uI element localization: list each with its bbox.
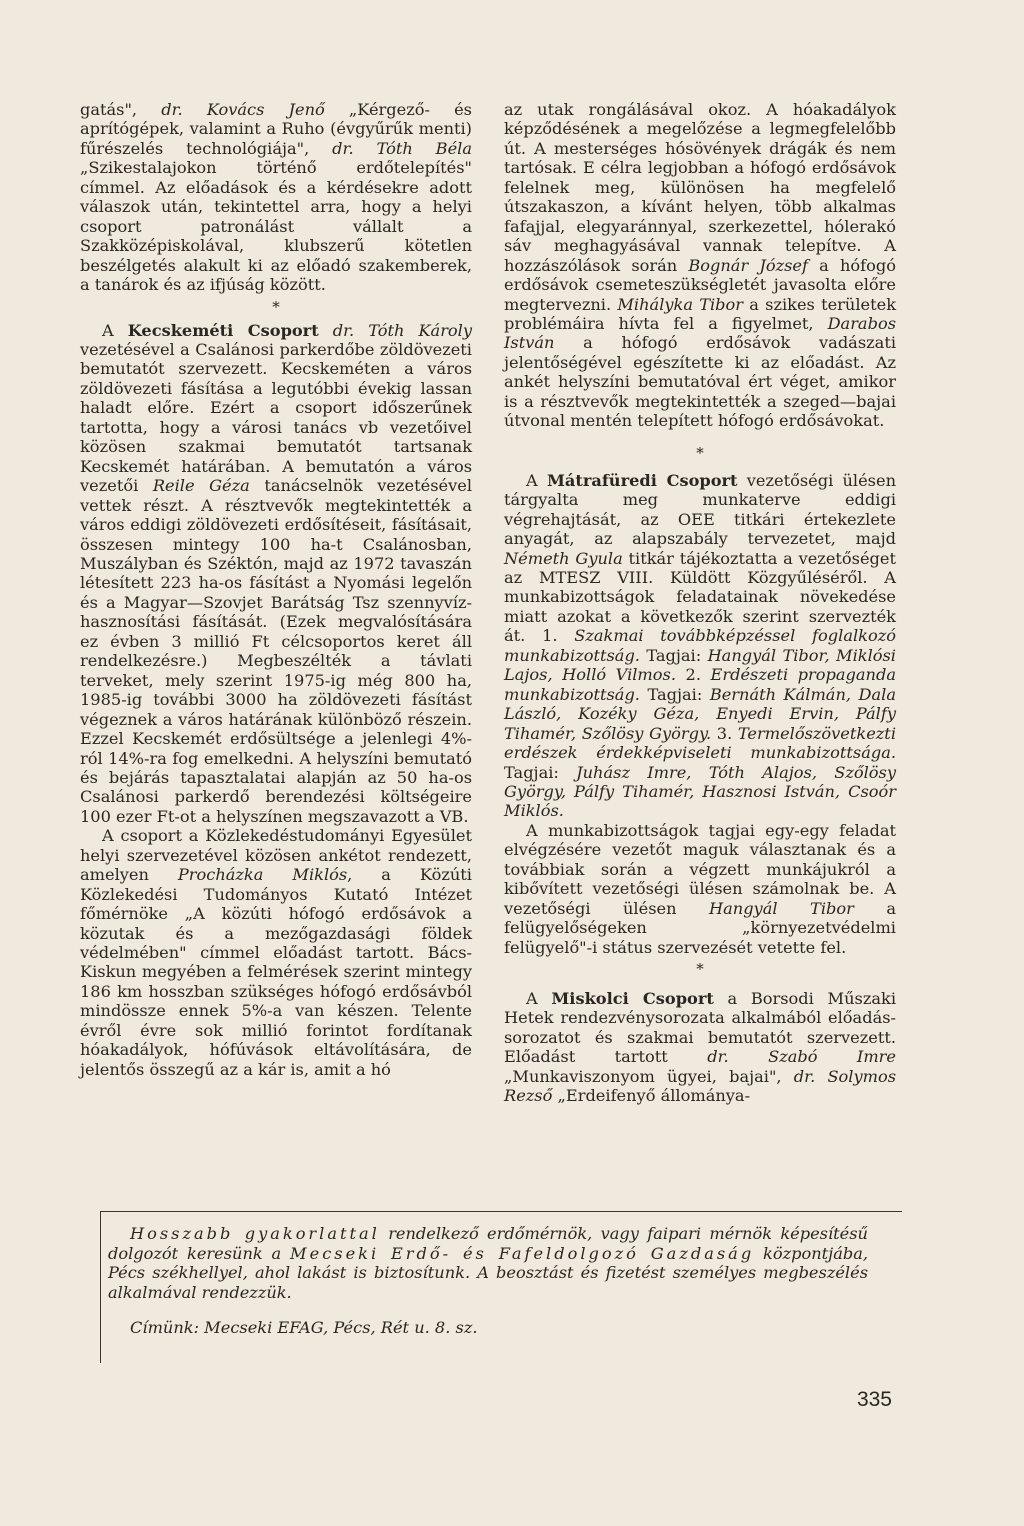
text-run: A csoport a Közlekedéstudományi Egyesület helyi szervezetével közösen ankétot rendezett, amelyen — [80, 826, 472, 885]
bold-run: Kecskeméti Csoport — [127, 320, 319, 340]
text-run: gatás", — [80, 100, 162, 119]
italic-run: központjába, Pécs székhellyel, ahol lakást is biztosítunk. A beosztást és fizetést személyes megbeszélés alkalmával rendezzük. — [108, 1243, 868, 1302]
text-run: Tagjai: — [639, 684, 710, 704]
text-run: vezetőségi ülésen tárgyalta meg munkaterve eddigi végrehajtását, az OEE titkári értekezlete anyagát, az alapszabály tervezetet, majd — [504, 470, 896, 549]
left-column — [80, 100, 472, 1079]
text-run: 3. — [711, 723, 738, 743]
italic-run: dr. Solymos Rezső — [504, 1066, 896, 1106]
text-run: „Erdeifenyő állománya- — [552, 1086, 751, 1106]
paragraph — [80, 100, 472, 295]
text-run: A munkabizottságok tagjai egy-egy feladat elvégzésére vezetőt maguk választanak és a továbbiak során a végzett munkájukról a kibővített vezetőségi ülésen számolnak be. A vezetőségi ülésen — [504, 820, 896, 918]
italic-run: Mihályka Tibor — [617, 294, 744, 314]
text-run: a hófogó erdősávok vadászati jelentőségével egészítette ki az előadást. Az ankét helyszíni bemutatóval ért véget, amikor is a résztvevők megtekintették a szeged—bajai útvonal mentén telepített hófogó erdősávokat. — [504, 333, 896, 431]
section-separator: * — [696, 960, 704, 979]
text-run: „Munkaviszonyom ügyei, bajai", — [504, 1066, 794, 1086]
paragraph — [504, 100, 896, 431]
text-run: A — [526, 989, 552, 1009]
text-run: 2. — [675, 665, 711, 685]
italic-run: Reile Géza — [152, 476, 250, 496]
advert-text — [108, 1224, 868, 1302]
italic-run: Termelőszövetkezti erdészek érdekképviseleti munkabizottsága. — [504, 723, 896, 763]
italic-run: Darabos István — [504, 313, 896, 353]
text-run: Tagjai: — [639, 645, 708, 665]
italic-run: dr. Kovács Jenő — [161, 100, 325, 119]
italic-run: rendelkező erdőmérnök, vagy faipari mérnök képesítésű dolgozót keresünk a — [108, 1224, 868, 1263]
page-number: 335 — [856, 1388, 892, 1411]
italic-run: Juhász Imre, Tóth Alajos, Szőlösy György, Pálfy Tihamér, Hasznosi István, Csoór Miklós. — [504, 762, 896, 821]
text-run: a felügyelőségeken „környezetvédelmi felügyelő"-i státus szervezését vetette fel. — [504, 898, 897, 957]
text-run: Tagjai: — [504, 762, 577, 782]
italic-run: dr. Tóth Béla — [332, 138, 472, 158]
text-run: a hófogó erdősávok csemeteszükségletét javasolta előre megtervezni. — [504, 255, 897, 314]
text-run: , a Közúti Közlekedési Tudományos Kutató Intézet főmérnöke „A közúti hófogó erdősávok a közutak és a mezőgazdasági földek védelmében" címmel előadást tartott. Bács-Kiskun megyében a felmérések szerint mintegy 186 km hosszban szükséges hófogó erdősávból mindössze ennek 5%-a van készen. Telente évről évre sok millió forintot fordítanak hóakadályok, hófúvások eltávolítására, de jelentős összegű az a kár is, amit a hó — [80, 865, 472, 1079]
paragraph-matrafured — [504, 471, 896, 821]
bold-run: Mátrafüredi Csoport — [546, 470, 738, 490]
job-advert — [108, 1224, 868, 1338]
text-run: tanácselnök vezetésével vettek részt. A résztvevők megtekintették a város eddigi zöldövezeti erdősítéseit, fásításait, összesen mintegy 100 ha-t Csalánosban, Muszályban és Széktón, majd az 1972 tavaszán létesített 223 ha-os fásítást a Nyomási legelőn és a Magyar—Szovjet Barátság Tsz szennyvíz-hasznosítási fásítását. (Ezek megvalósítására ez évben 3 millió Ft célcsoportos keret áll rendelkezésre.) Megbeszélték a távlati terveket, mely szerint 1975-ig még 800 ha, 1985-ig további 3000 ha zöldövezeti fásítást végeznek a város határának különböző részein. Ezzel Kecskemét erdősültsége a jelenlegi 4%-ról 14%-ra fog emelkedni. A helyszíni bemutató és bejárás tapasztalatai alapján az 50 ha-os Csalánosi parkerdő berendezési költségeire 100 ezer Ft-ot a helyszínen megszavazott a VB. — [80, 476, 472, 826]
paragraph — [504, 821, 896, 957]
italic-run: Hangyál Tibor, Miklósi Lajos, Holló Vilmos. — [504, 645, 896, 685]
spaced-run: Hosszabb gyakorlattal — [130, 1224, 380, 1243]
text-run: a szikes területek problémáira hívta fel a figyelmet, — [504, 294, 896, 333]
italic-run: Procházka Miklós — [177, 865, 348, 885]
paragraph — [80, 826, 472, 1079]
text-run: A — [526, 470, 547, 490]
section-separator: * — [696, 443, 704, 462]
italic-run: Németh Gyula — [504, 548, 623, 568]
advert-address: Címünk: Mecseki EFAG, Pécs, Rét u. 8. sz. — [130, 1318, 478, 1337]
italic-run: Bernáth Kálmán, Dala László, Kozéky Géza, Enyedi Ervin, Pálfy Tihamér, Szőlösy György. — [504, 684, 896, 743]
italic-run: dr. Szabó Imre — [707, 1047, 896, 1067]
text-run: az utak rongálásával okoz. A hóakadályok képződésének a megelőzése a legmegfelelőbb út. A mesterséges hósövények drágák és nem tartósak. E célra legjobban a hófogó erdősávok felelnek meg, különösen ha megfelelő útszakaszon, a kívánt helyen, több alkalmas fafajjal, elegyaránnyal, szerkezettel, hólerakó sáv meghagyásával vannak telepítve. A hozzászólások során — [504, 100, 896, 275]
italic-run: Bognár József — [688, 255, 808, 275]
section-separator: * — [272, 297, 280, 316]
text-run: „Szikestalajokon történő erdőtelepítés" címmel. Az előadások és a kérdésekre adott válaszok után, tekintettel arra, hogy a helyi csoport patronálást vállalt a Szakközépiskolával, klubszerű kötetlen beszélgetés alakult ki az előadó szakemberek, a tanárok és az ifjúság között. — [80, 158, 472, 295]
text-run: A — [102, 320, 128, 340]
text-run — [319, 321, 333, 340]
italic-run: dr. Tóth Károly — [332, 320, 473, 340]
text-run: vezetésével a Csalánosi parkerdőbe zöldövezeti bemutatót szervezett. Kecskeméten a város zöldövezeti fásítása a legutóbbi évekig lassan haladt előre. Ezért a csoport időszerűnek tartotta, hogy a városi tanács vb vezetőivel közösen szakmai bemutatót tartsanak Kecskemét határában. A bemutatón a város vezetői — [80, 339, 472, 496]
right-column — [504, 100, 896, 1106]
bold-run: Miskolci Csoport — [551, 989, 714, 1009]
italic-run: Hangyál Tibor — [709, 898, 854, 918]
spaced-run: Mecseki Erdő- és Fafeldolgozó Gazdaság — [290, 1243, 755, 1263]
text-run: titkár tájékoztatta a vezetőséget az MTESZ VIII. Küldött Közgyűléséről. A munkabizottságok feladatainak növekedése miatt azokat a következők szerint szervezték át. 1. — [504, 548, 896, 646]
text-run: a Borsodi Műszaki Hetek rendezvénysorozata alkalmából előadás-sorozatot és szakmai bemutatót szervezett. Előadást tartott — [504, 989, 896, 1067]
italic-run: Szakmai továbbképzéssel foglalkozó munkabizottság. — [504, 626, 896, 665]
paragraph-kecskemet — [80, 321, 472, 827]
italic-run: Erdészeti propaganda munkabizottság. — [504, 665, 896, 704]
paragraph-miskolc — [504, 989, 896, 1106]
text-run: „Kérgező- és aprítógépek, valamint a Ruho (évgyűrűk menti) fűrészelés technológiája", — [80, 100, 472, 158]
